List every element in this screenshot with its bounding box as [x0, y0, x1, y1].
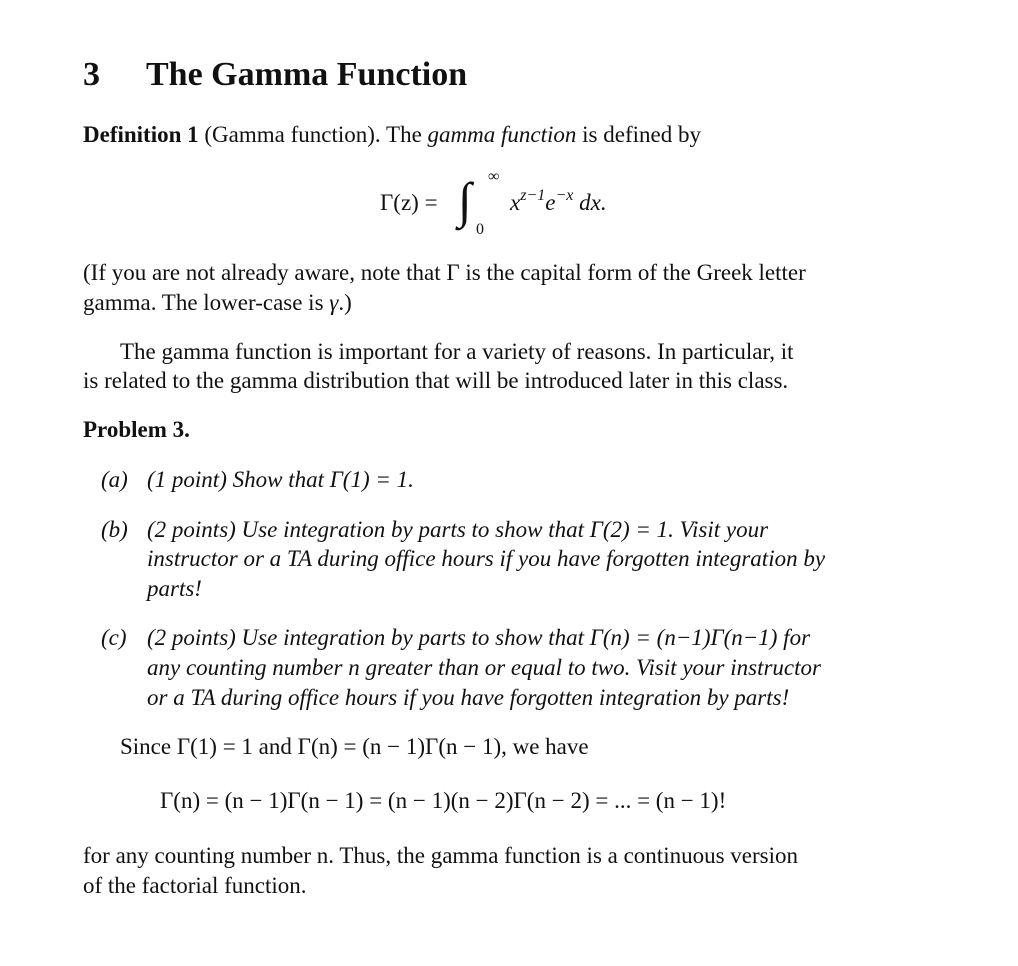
part-a-line-1: (1 point) Show that Γ(1) = 1. [147, 467, 414, 492]
conclusion-line-2: of the factorial function. [83, 873, 307, 898]
integrand-exp-1: z−1 [520, 187, 546, 204]
note-line-1: (If you are not already aware, note that Γ is the capital form of the Greek letter [83, 260, 806, 285]
integrand-base-e: e [545, 190, 556, 215]
definition-label: Definition 1 [83, 122, 199, 147]
part-c-label: (c) [101, 625, 127, 650]
factorial-chain-formula: Γ(n) = (n − 1)Γ(n − 1) = (n − 1)(n − 2)Γ(n − 2) = ... = (n − 1)! [160, 788, 727, 813]
note-line-2-pre: gamma. The lower-case is [83, 290, 330, 315]
part-a-label: (a) [101, 467, 128, 492]
integral-lower-limit: 0 [476, 221, 484, 238]
integrand-dx: dx. [579, 190, 607, 215]
note-line-2-post: .) [338, 290, 352, 315]
note-line-2 [83, 288, 352, 318]
integral-upper-limit: ∞ [488, 168, 500, 185]
importance-line-2: is related to the gamma distribution that will be introduced later in this class. [83, 368, 789, 393]
section-number: 3 [83, 56, 100, 93]
integrand-base-x: x [510, 190, 521, 215]
integrand [510, 187, 607, 216]
gamma-lowercase-symbol: γ [329, 290, 339, 315]
part-b-label: (b) [101, 517, 128, 542]
part-b-line-1: (2 points) Use integration by parts to show that Γ(2) = 1. Visit your [147, 517, 769, 542]
definition-tail: is defined by [582, 122, 701, 147]
gamma-lhs: Γ(z) = [380, 190, 438, 215]
importance-line-1: The gamma function is important for a variety of reasons. In particular, it [120, 339, 794, 364]
definition-term: gamma function [427, 122, 577, 147]
integral-sign: ∫ [458, 172, 472, 228]
conclusion-line-1: for any counting number n. Thus, the gamma function is a continuous version [83, 843, 798, 868]
part-c-line-3: or a TA during office hours if you have forgotten integration by parts! [147, 685, 790, 710]
part-c-line-2: any counting number n greater than or equal to two. Visit your instructor [147, 655, 821, 680]
definition-lead: The [386, 122, 422, 147]
part-b-line-2: instructor or a TA during office hours if you have forgotten integration by [147, 546, 826, 571]
problem-label: Problem 3. [83, 417, 190, 442]
definition-line [83, 120, 701, 150]
section-title: The Gamma Function [146, 56, 468, 93]
part-c-line-1: (2 points) Use integration by parts to show that Γ(n) = (n−1)Γ(n−1) for [147, 625, 811, 650]
definition-paren: (Gamma function). [204, 122, 381, 147]
since-line: Since Γ(1) = 1 and Γ(n) = (n − 1)Γ(n − 1), we have [120, 734, 589, 759]
part-b-line-3: parts! [147, 576, 202, 601]
integrand-exp-2: −x [555, 187, 574, 204]
